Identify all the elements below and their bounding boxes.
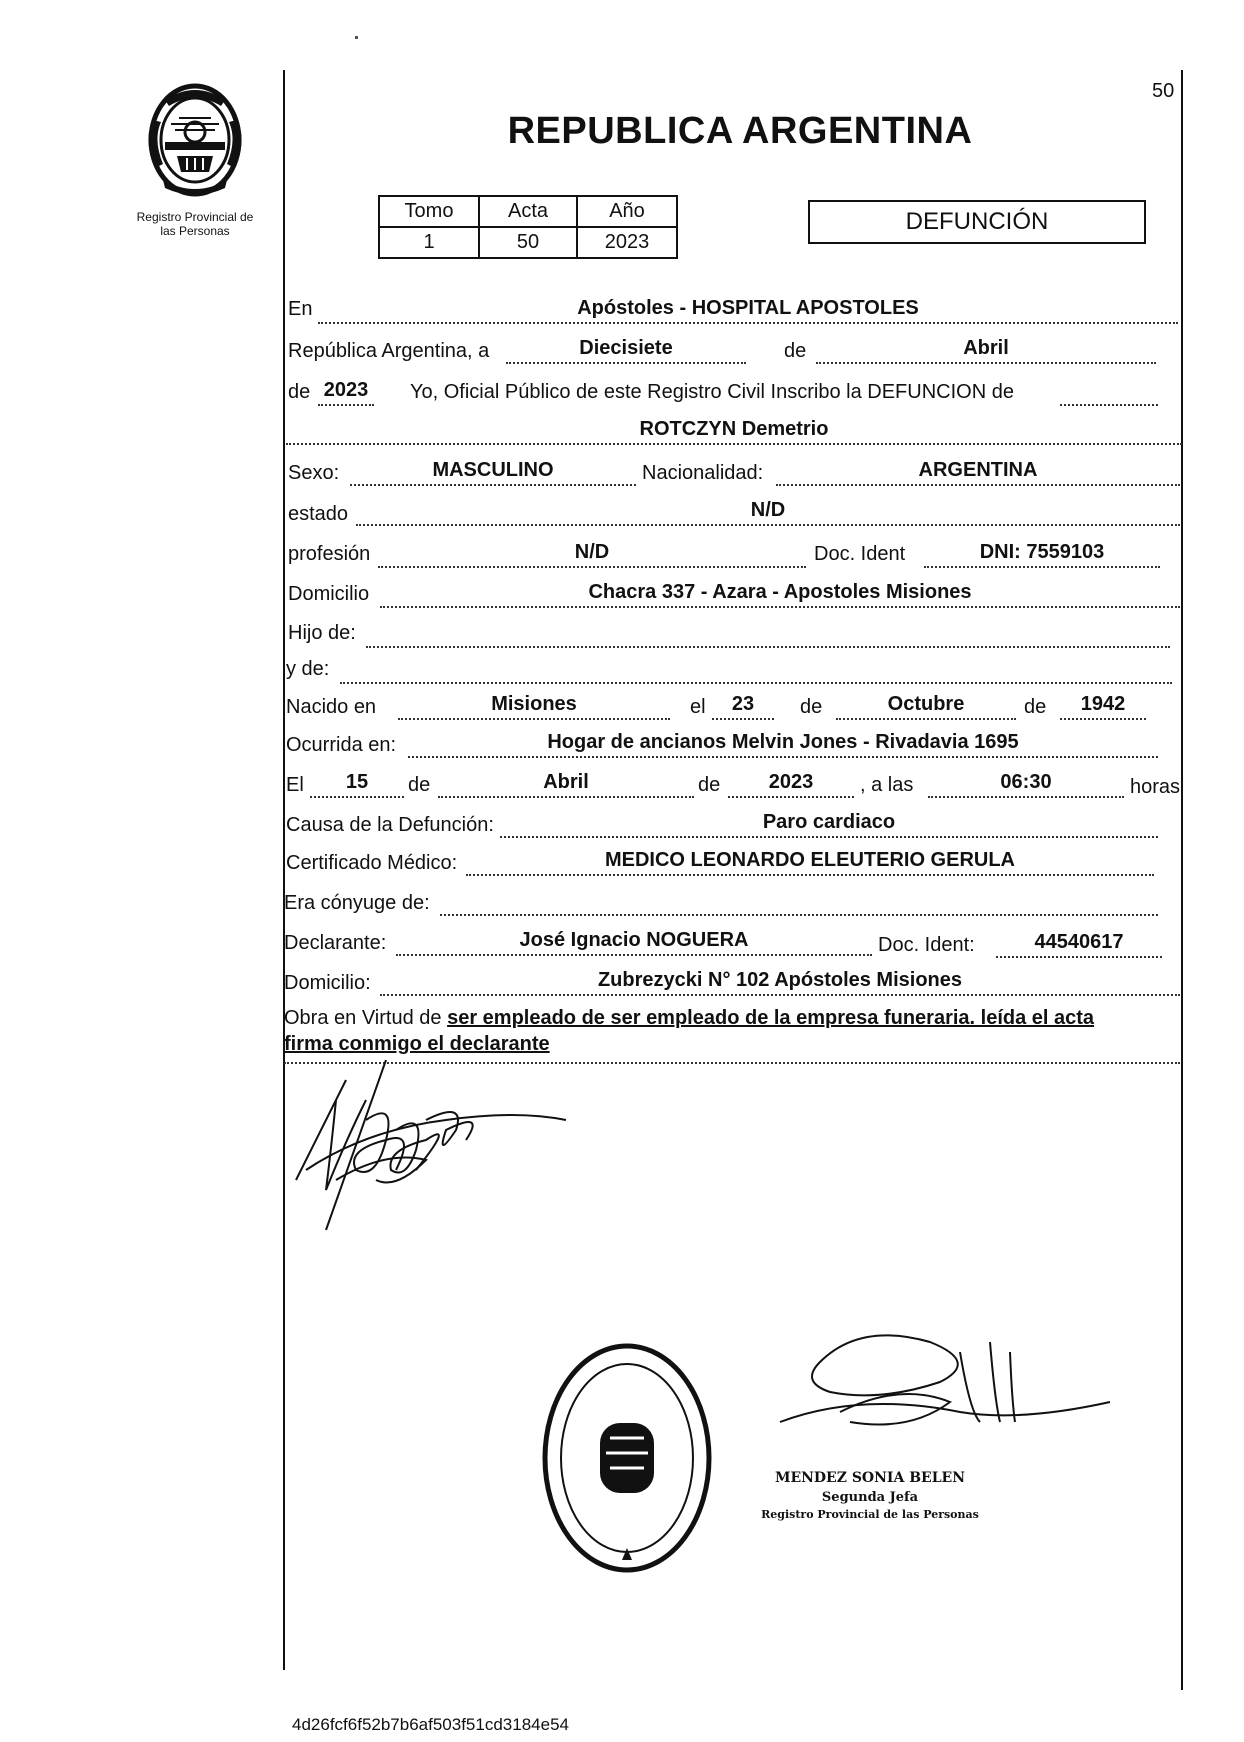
deceased-name-value: ROTCZYN Demetrio — [286, 417, 1182, 445]
death-year-value: 2023 — [728, 770, 854, 798]
certificado-value: MEDICO LEONARDO ELEUTERIO GERULA — [466, 848, 1154, 876]
death-de-label-2: de — [698, 774, 721, 796]
horas-label: horas — [1130, 776, 1181, 798]
registry-caption-line2: las Personas — [160, 224, 230, 238]
sexo-label: Sexo: — [288, 462, 340, 484]
birth-de-label-2: de — [1024, 696, 1047, 718]
causa-label: Causa de la Defunción: — [286, 814, 494, 836]
conyuge-label: Era cónyuge de: — [284, 892, 430, 914]
year-value: 2023 — [318, 378, 374, 406]
tomo-label: Tomo — [379, 196, 479, 227]
doc2-value: 44540617 — [996, 930, 1162, 958]
right-border-line — [1181, 70, 1183, 1690]
declarante-value: José Ignacio NOGUERA — [396, 928, 872, 956]
nacionalidad-label: Nacionalidad: — [642, 462, 764, 484]
record-number-table — [378, 195, 678, 259]
birth-month-value: Octubre — [836, 692, 1016, 720]
yde-label: y de: — [286, 658, 330, 680]
birth-de-label-1: de — [800, 696, 823, 718]
domicilio-value: Chacra 337 - Azara - Apostoles Misiones — [380, 580, 1180, 608]
yo-fill-line — [1060, 404, 1158, 406]
page-title: REPUBLICA ARGENTINA — [507, 110, 973, 152]
ocurrida-label: Ocurrida en: — [286, 734, 397, 756]
hijo-label: Hijo de: — [288, 622, 356, 644]
nacionalidad-value: ARGENTINA — [776, 458, 1180, 486]
a-las-label: , a las — [860, 774, 914, 796]
speck — [355, 36, 358, 39]
sexo-value: MASCULINO — [350, 458, 636, 486]
estado-value: N/D — [356, 498, 1180, 526]
certificado-label: Certificado Médico: — [286, 852, 458, 874]
official-role: Segunda Jefa — [821, 1490, 919, 1505]
obra-text-line2: firma conmigo el declarante — [284, 1033, 550, 1055]
official-name: MENDEZ SONIA BELEN — [774, 1470, 966, 1486]
en-label: En — [288, 298, 313, 320]
month-value: Abril — [816, 336, 1156, 364]
page-number: 50 — [1152, 80, 1175, 102]
death-month-value: Abril — [438, 770, 694, 798]
document-hash: 4d26fcf6f52b7b6af503f51cd3184e54 — [292, 1715, 569, 1734]
birth-day-value: 23 — [712, 692, 774, 720]
tomo-value: 1 — [379, 227, 479, 258]
obra-text-line1: ser empleado de ser empleado de la empresa funeraria. leída el acta — [447, 1007, 1095, 1029]
domicilio2-value: Zubrezycki N° 102 Apóstoles Misiones — [380, 968, 1180, 996]
profesion-label: profesión — [288, 543, 371, 565]
nacido-label: Nacido en — [286, 696, 377, 718]
nacido-en-value: Misiones — [398, 692, 670, 720]
domicilio-label: Domicilio — [288, 583, 370, 605]
anio-label: Año — [577, 196, 677, 227]
registry-caption-line1: Registro Provincial de — [136, 210, 254, 224]
province-seal-emblem — [135, 80, 255, 200]
obra-paragraph — [284, 1005, 1184, 1057]
death-el-label: El — [286, 774, 304, 796]
record-type-box: DEFUNCIÓN — [808, 200, 1146, 244]
death-time-value: 06:30 — [928, 770, 1124, 798]
doc-value: DNI: 7559103 — [924, 540, 1160, 568]
day-word-value: Diecisiete — [506, 336, 746, 364]
de-label: de — [784, 340, 807, 362]
declarant-signature — [286, 1060, 586, 1240]
year-prefix-label: de — [288, 381, 311, 403]
left-border-line — [283, 70, 285, 1670]
death-de-label-1: de — [408, 774, 431, 796]
ocurrida-value: Hogar de ancianos Melvin Jones - Rivadavia 1695 — [408, 730, 1158, 758]
yo-text: Yo, Oficial Público de este Registro Civil Inscribo la DEFUNCION de — [410, 381, 1014, 403]
official-office: Registro Provincial de las Personas — [761, 1508, 979, 1521]
death-day-value: 15 — [310, 770, 404, 798]
doc2-label: Doc. Ident: — [878, 934, 975, 956]
conyuge-fill-line — [440, 914, 1158, 916]
doc-label: Doc. Ident — [814, 543, 906, 565]
official-stamp — [540, 1338, 715, 1578]
registry-caption — [105, 210, 285, 238]
acta-label: Acta — [479, 196, 577, 227]
birth-year-value: 1942 — [1060, 692, 1146, 720]
causa-value: Paro cardiaco — [500, 810, 1158, 838]
yde-fill-line — [340, 682, 1172, 684]
birth-el-label: el — [690, 696, 706, 718]
anio-value: 2023 — [577, 227, 677, 258]
acta-value: 50 — [479, 227, 577, 258]
republica-label: República Argentina, a — [288, 340, 490, 362]
profesion-value: N/D — [378, 540, 806, 568]
obra-prefix: Obra en Virtud de — [284, 1007, 442, 1029]
estado-label: estado — [288, 503, 349, 525]
place-value: Apóstoles - HOSPITAL APOSTOLES — [318, 296, 1178, 324]
hijo-fill-line — [366, 646, 1170, 648]
official-signature — [760, 1322, 1120, 1462]
declarante-label: Declarante: — [284, 932, 387, 954]
domicilio2-label: Domicilio: — [284, 972, 371, 994]
